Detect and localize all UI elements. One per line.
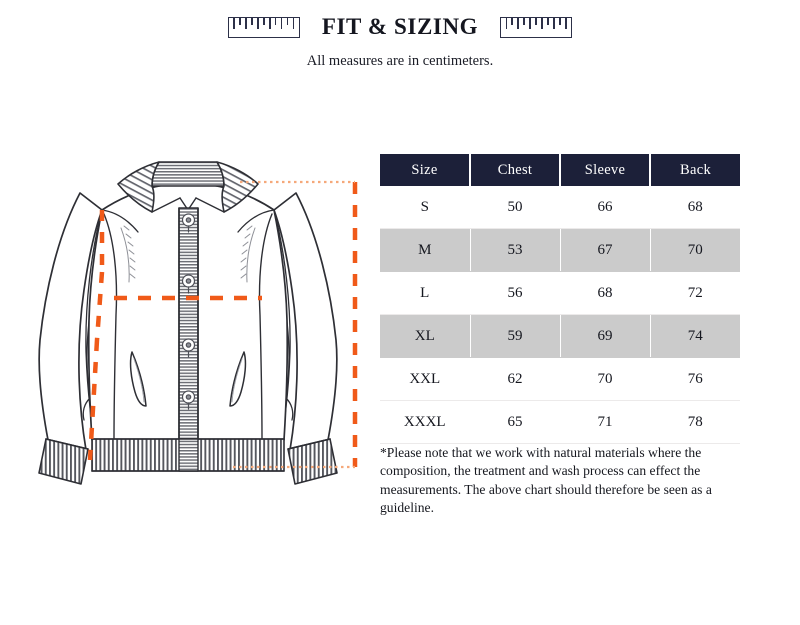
right-cuff [288,439,337,484]
cell-chest: 56 [470,272,560,315]
cell-sleeve: 70 [560,358,650,401]
page-title: FIT & SIZING [321,14,479,39]
table-body [380,186,740,444]
size-chart-table [380,154,740,444]
cell-chest: 53 [470,229,560,272]
left-cuff [39,439,88,484]
table-row [380,272,740,315]
cell-sleeve: 68 [560,272,650,315]
table-header-row [380,154,740,186]
cell-sleeve: 66 [560,186,650,229]
cell-chest: 62 [470,358,560,401]
cell-back: 76 [650,358,740,401]
ruler-icon-left [228,17,300,38]
title-row [0,14,800,40]
cell-chest: 50 [470,186,560,229]
table-head [380,154,740,186]
page-subtitle: All measures are in centimeters. [306,53,494,69]
jacket-body-group [39,162,337,484]
cell-back: 70 [650,229,740,272]
cell-size: L [380,272,470,315]
cell-back: 78 [650,401,740,444]
column-header-chest: Chest [470,154,560,186]
size-chart-table-wrapper [380,154,740,444]
cell-sleeve: 69 [560,315,650,358]
cell-size: M [380,229,470,272]
cell-back: 72 [650,272,740,315]
table-row [380,186,740,229]
footnote-disclaimer: *Please note that we work with natural materials where the composition, the treatment and wash process can effect the measurements. The above chart should therefore be seen as a guideline. [380,445,712,516]
cell-back: 68 [650,186,740,229]
cell-chest: 59 [470,315,560,358]
table-row [380,315,740,358]
cell-size: XXXL [380,401,470,444]
jacket-technical-drawing [28,140,378,530]
cell-back: 74 [650,315,740,358]
table-row [380,401,740,444]
cell-size: XL [380,315,470,358]
column-header-size: Size [380,154,470,186]
table-row [380,358,740,401]
cell-sleeve: 67 [560,229,650,272]
cell-size: XXL [380,358,470,401]
collar-stand [152,162,224,186]
page-header [0,0,800,100]
cell-chest: 65 [470,401,560,444]
column-header-back: Back [650,154,740,186]
ruler-icon-right [500,17,572,38]
hem-band [92,439,284,471]
table-row [380,229,740,272]
column-header-sleeve: Sleeve [560,154,650,186]
cell-sleeve: 71 [560,401,650,444]
cell-size: S [380,186,470,229]
